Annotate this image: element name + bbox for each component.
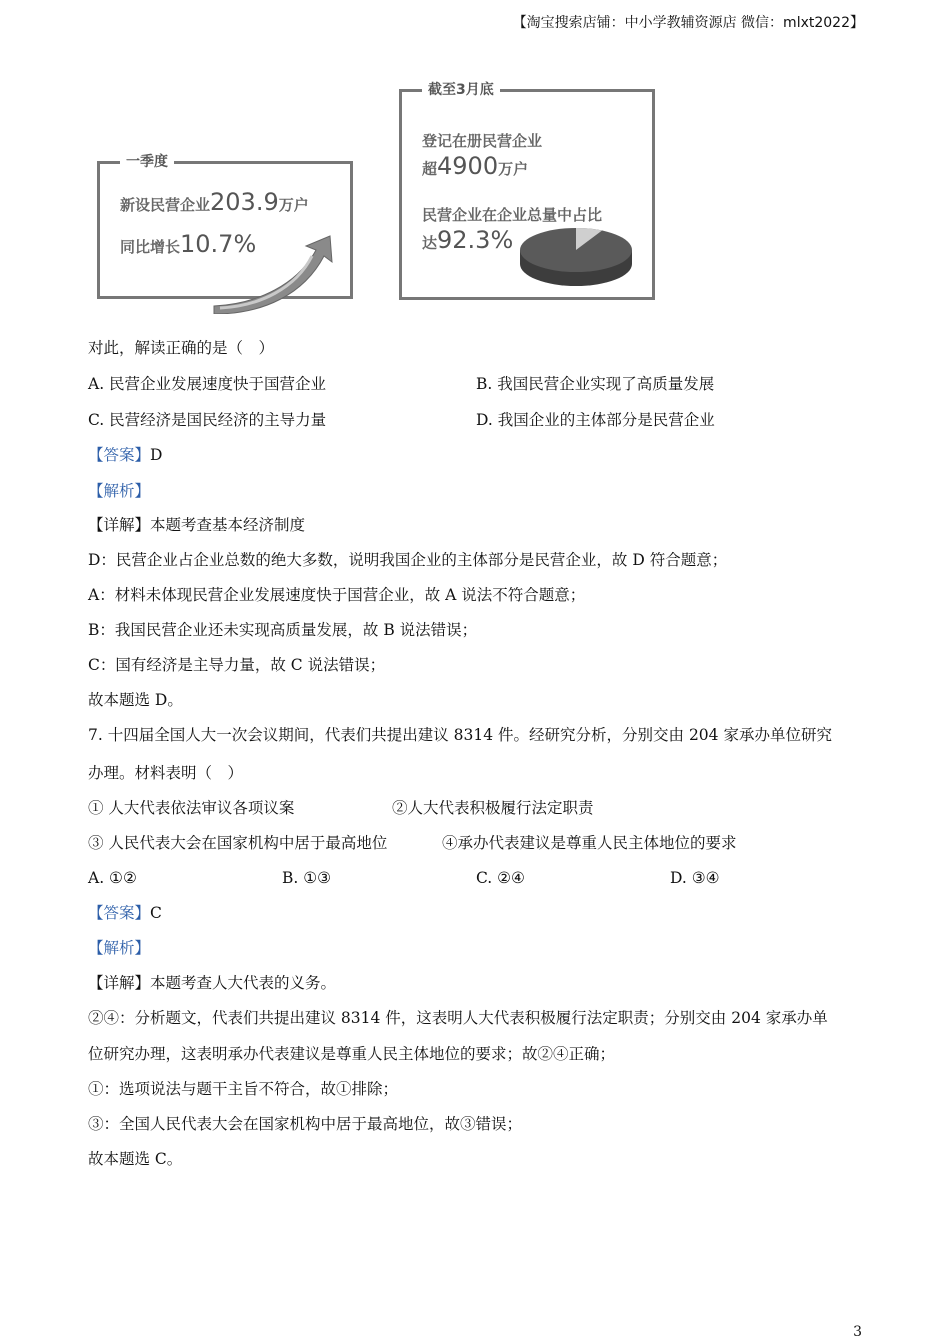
q7-statement-4: ④承办代表建议是尊重人民主体地位的要求 bbox=[442, 834, 737, 852]
q6-option-d: D. 我国企业的主体部分是民营企业 bbox=[476, 411, 715, 429]
q7-detail-line: 【详解】本题考查人大代表的义务。 bbox=[88, 974, 337, 992]
q7-detail-line: ①：选项说法与题干主旨不符合，故①排除； bbox=[88, 1080, 399, 1098]
q7-option-c: C. ②④ bbox=[476, 869, 525, 887]
q6-option-b: B. 我国民营企业实现了高质量发展 bbox=[476, 375, 715, 393]
new-enterprises-value: 203.9 bbox=[210, 188, 279, 216]
share-value: 92.3% bbox=[437, 226, 514, 254]
registered-value: 4900 bbox=[437, 152, 499, 180]
share-pie-chart bbox=[516, 216, 636, 296]
box2-share-label: 民营企业在企业总量中占比 bbox=[422, 206, 603, 224]
q7-option-b: B. ①③ bbox=[282, 869, 332, 887]
q7-detail-line: 故本题选 C。 bbox=[88, 1150, 183, 1168]
q7-statement-2: ②人大代表积极履行法定职责 bbox=[392, 799, 594, 817]
box2-registered-line: 超4900万户 bbox=[422, 152, 529, 180]
box1-growth-line: 同比增长10.7% bbox=[120, 230, 257, 258]
q7-detail-line: 位研究办理，这表明承办代表建议是尊重人民主体地位的要求；故②④正确； bbox=[88, 1045, 616, 1063]
q6-detail-line: A：材料未体现民营企业发展速度快于国营企业，故 A 说法不符合题意； bbox=[88, 586, 586, 604]
q7-option-a: A. ①② bbox=[88, 869, 137, 887]
answer-tag: 【答案】 bbox=[88, 446, 151, 464]
q7-stem-line-1: 7. 十四届全国人大一次会议期间，代表们共提出建议 8314 件。经研究分析，分别交由 204 家承办单位研究 bbox=[88, 726, 832, 744]
answer-value: C bbox=[150, 904, 162, 922]
march-registered-enterprises-box bbox=[399, 82, 655, 300]
q6-option-c: C. 民营经济是国民经济的主导力量 bbox=[88, 411, 327, 429]
q7-statement-3: ③ 人民代表大会在国家机构中居于最高地位 bbox=[88, 834, 388, 852]
growth-value: 10.7% bbox=[180, 230, 257, 258]
page-header: 【淘宝搜索店铺：中小学教辅资源店 微信：mlxt2022】 bbox=[512, 15, 864, 31]
box2-legend: 截至3月底 bbox=[422, 79, 500, 99]
q6-answer bbox=[88, 445, 162, 465]
q1-new-enterprises-box bbox=[97, 154, 353, 299]
q7-answer bbox=[88, 903, 162, 923]
box2-share-line: 达92.3% bbox=[422, 226, 514, 254]
box2-registered-label: 登记在册民营企业 bbox=[422, 132, 543, 150]
q7-detail-line: ②④：分析题文，代表们共提出建议 8314 件，这表明人大代表积极履行法定职责；分别交由 204 家承办单 bbox=[88, 1009, 828, 1027]
q6-detail-line: 【详解】本题考查基本经济制度 bbox=[88, 516, 306, 534]
growth-arrow-icon bbox=[208, 234, 338, 314]
q6-option-a: A. 民营企业发展速度快于国营企业 bbox=[88, 375, 327, 393]
q7-option-d: D. ③④ bbox=[670, 869, 720, 887]
box1-new-enterprises-line: 新设民营企业203.9万户 bbox=[120, 188, 309, 216]
q6-detail-line: 故本题选 D。 bbox=[88, 691, 183, 709]
q7-detail-line: ③：全国人民代表大会在国家机构中居于最高地位，故③错误； bbox=[88, 1115, 523, 1133]
q6-detail-line: C：国有经济是主导力量，故 C 说法错误； bbox=[88, 656, 386, 674]
q6-detail-line: B：我国民营企业还未实现高质量发展，故 B 说法错误； bbox=[88, 621, 478, 639]
q6-detail-line: D：民营企业占企业总数的绝大多数，说明我国企业的主体部分是民营企业，故 D 符合题意； bbox=[88, 551, 728, 569]
q6-analysis-tag: 【解析】 bbox=[88, 482, 151, 500]
infographic bbox=[0, 0, 950, 320]
q7-analysis-tag: 【解析】 bbox=[88, 939, 151, 957]
box1-legend: 一季度 bbox=[120, 151, 174, 171]
q7-statement-1: ① 人大代表依法审议各项议案 bbox=[88, 799, 295, 817]
answer-value: D bbox=[150, 446, 163, 464]
q6-stem: 对此，解读正确的是（ ） bbox=[88, 339, 275, 357]
q7-stem-line-2: 办理。材料表明（ ） bbox=[88, 764, 244, 782]
page-number: 3 bbox=[853, 1324, 862, 1340]
answer-tag: 【答案】 bbox=[88, 904, 151, 922]
